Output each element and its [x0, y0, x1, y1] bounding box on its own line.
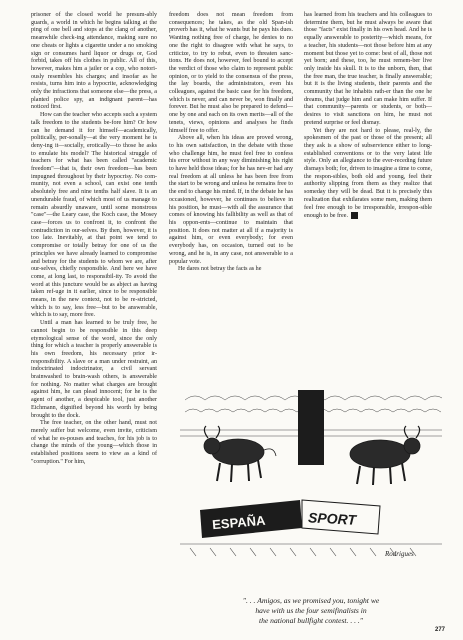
bull-figure-right: [350, 426, 420, 485]
paragraph: [304, 128, 432, 221]
paragraph: He dares not betray the facts as he: [178, 266, 262, 273]
cartoon-caption: [180, 596, 442, 625]
sign-left-text: ESPAÑA: [211, 512, 266, 533]
paragraph: Until a man has learned to be truly free, he cannot begin to be responsible in this deep etymological sense of the word, since the only thing for which a teacher is properly answerable is his own freedom, his necessary prior ir-responsibility. A slave or a man under restraint, an indoctrinated indoctrinator, a civil servant brainwashed to brain-wash others, is answerable for nothing. No matter what charges are brought against him, he can plead innocent; for he is the agent of another, a despicable tool, just another Eichmann, dignified beyond his worth by being brought to the dock.: [31, 320, 157, 419]
page-number: 277: [434, 627, 445, 633]
cartoon-signature: Rodrigues: [385, 550, 414, 558]
paragraph: The free teacher, on the other hand, must not merely suffer but welcome, even invite, criticism of what he es-pouses and teaches, for his job is to change the minds of the young—which those in established positions seem to view as a kind of "corruption." For him,: [31, 420, 157, 465]
sign-right-text: SPORT: [307, 509, 357, 528]
paragraph-text: Yet they are not hard to please, real-ly, the spokesmen of the past or those of the present; all they ask is a show of subservience either to long-established conventions or to the very latest life style. Only an allegiance to the ever-receding future dismays both; for, driven to imagine a time to come, the respon-sibles, both old and young, feel their authority slipping from them as they realize that someday they will be dead. But it is precisely this realization that exhilarates some men, making them feel free enough to be irresponsible, irrespon-sible enough to be free.: [304, 127, 432, 220]
text-column-2: [169, 12, 293, 274]
dark-doorway: [298, 390, 324, 465]
cartoon-illustration: [180, 360, 442, 560]
bull-figure: [204, 426, 276, 482]
caption-line: the national bullfight contest. . . .": [258, 615, 363, 625]
text-column-3: [304, 12, 432, 221]
paragraph: How can the teacher who accepts such a system talk freedom to the students be-fore him? Or how can he demand it for himself—academically, politically, per-sonally—at the very moment he is deny-ing it—socially, erotically—to those he asks to emulate his model? The historical struggle of teachers for what has been called "academic freedom"—that is, their own freedom—has been impugned throughout by their hypocrisy. No com-munity, not even a school, can exist one tenth absolutely free and nine tenths half slave. It is an unendurable fraud, of which most of us manage to remain absurdly unaware, until some monstrous "case"—the Leary case, the Koch case, the Mosey case—forces us to confront it, to confront the contradiction in our-selves. By then, however, it is too late. Inevitably, at that point we tend to compromise or totally betray for one of us the principles we have already learned to compromise and betray for the students to whom we are, after our-selves, chiefly responsible. And here we have come, at long last, to responsibil-ity. To avoid the word at this juncture would be as abject as having taken ref-uge in it earlier, since to be responsible means, in the new context, not to be re-stricted, which is to say, less free—but to be answerable, which is to say, more free.: [31, 112, 157, 319]
caption-line: ". . . Amigos, as we promised you, tonight we: [242, 596, 380, 605]
end-mark-icon: Y: [351, 212, 358, 219]
text-column-1: [31, 12, 157, 466]
paragraph: has learned from his teachers and his colleagues to determine them, but he must always be aware that those "facts" exist finally in his own head. And he is equally answerable to posterity—which means, for a teacher, his students—not those before him at any moment but those yet to come: best of all, those not yet born; and these, too, he must remem-ber live only inside his skull. It is to the unborn, then, that the free man, the true teacher, is finally answerable; but it is the living students, their parents and the community that he inhabits rath-er than the one he dreams, that judge him and can make him suffer. If that community—parents or students, or both—desires to visit sanctions on him, he must not pretend surprise or feel dismay.: [304, 12, 432, 126]
caption-line: have with us the four semifinalists in: [255, 605, 367, 615]
paragraph: prisoner of the closed world he presum-ably guards, a world in which he begins talking at the ping of one bell and stops at the clang of another, meanwhile check-ing attendance, making sure no one cheats or lights a cigarette under a no smoking sign or consumes hard liquor or drugs or, God forbid, takes off his clothes in public. All of this, however, makes him a jailer or a cop, who notori-ously resembles his charges; and insofar as he resists, turns him into a hypocrite, acknowledging only the infractions that someone else—the press, a planted police spy, an indignant parent—has noticed first.: [31, 12, 157, 111]
paragraph: Above all, when his ideas are proved wrong, to his own satisfaction, in the debate with those who challenge him, he must feel free to confess his error without in any way diminishing his right to have held those ideas; for he has nev-er had any real freedom at all unless he has been free from the start to be wrong and unless he remains free to the end to change his mind. If, in the debate he has occasioned, however, he continues to believe in his position, he must—with all the assurance that comes of knowing his fallibility as well as that of his oppon-ents—continue to maintain that position. It does not matter at all if a majority is against him, or even everybody; for even everybody has, on occasion, turned out to be wrong, and he is, in any case, not answerable to a popular vote.: [169, 135, 293, 265]
paragraph: freedom does not mean freedom from consequences; he takes, as the old Span-ish proverb has it, what he wants but he pays his dues. Wanting nothing free of charge, he denies to no one the right to disagree with what he says, to criticize, to try to rebut, even to threaten sanc-tions. He does not, however, feel bound to accept the verdict of those who claim to represent public opinion, or to yield to the consensus of the press, the lay boards, the administrators, even his colleagues, against the basic case for his freedom, which is never, and can never be, won finally and forever. But he must also be prepared to defend—one by one and each on its own merits—all of the tenets, views, opinions and analyses he finds himself free to offer.: [169, 12, 293, 134]
